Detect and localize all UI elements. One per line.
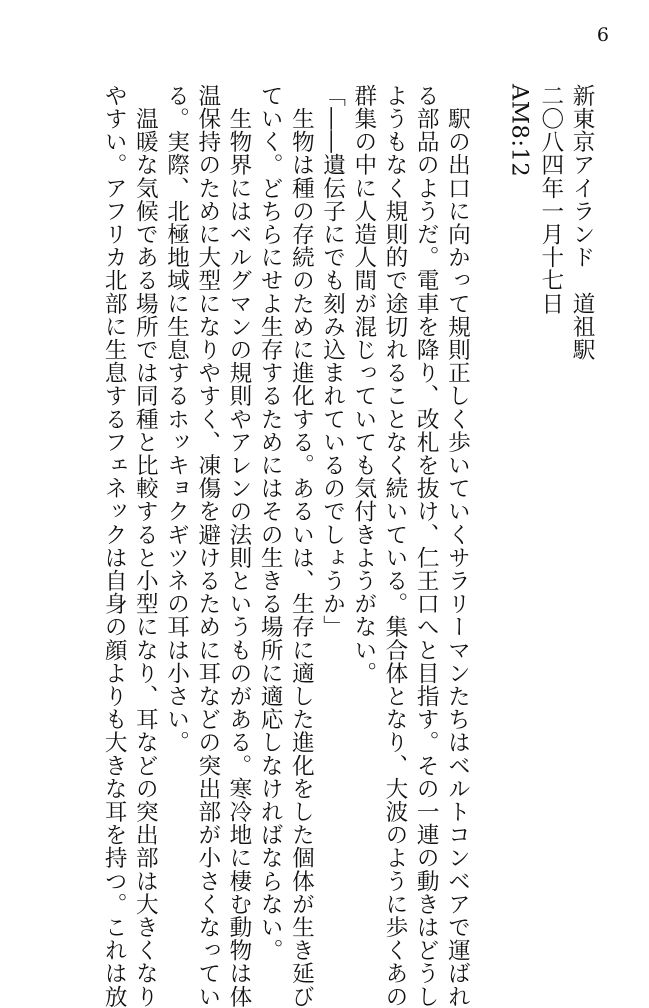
text-line: る。実際、北極地域に生息するホッキョクギツネの耳は小さい。 [163, 84, 190, 754]
heading-location: 新東京アイランド 道祖駅 [569, 84, 595, 362]
text-line: 温暖な気候である場所では同種と比較すると小型になり、耳などの突出部は大きくなり [132, 84, 159, 1008]
text-line: 群集の中に人造人間が混じっていても気付きようがない。 [350, 84, 377, 685]
section-gap [472, 84, 503, 844]
vertical-text-body [98, 84, 597, 1008]
heading-time: AM8:12 [506, 84, 533, 178]
text-line: る部品のようだ。電車を降り、改札を抜け、仁王口へと目指す。その一連の動きはどうし [413, 84, 440, 1008]
text-line: ようもなく規則的で途切れることなく続いている。集合体となり、大波のように歩くあの [381, 84, 408, 1008]
text-line: 生物は種の存続のために進化する。あるいは、生存に適した進化をした個体が生き延び [288, 84, 315, 1008]
text-line: 駅の出口に向かって規則正しく歩いていくサラリーマンたちはベルトコンベアで運ばれ [444, 84, 471, 1008]
dialogue-line: 「――遺伝子にでも刻み込まれているのでしょうか」 [319, 84, 346, 639]
page-number: 6 [596, 24, 609, 46]
heading-date: 二〇八四年一月十七日 [537, 84, 564, 315]
text-line: やすい。アフリカ北部に生息するフェネックは自身の顔よりも大きな耳を持つ。これは放 [101, 84, 128, 1008]
text-line: 温保持のために大型になりやすく、凍傷を避けるために耳などの突出部が小さくなってい [194, 84, 221, 1008]
text-line: 生物界にはベルグマンの規則やアレンの法則というものがある。寒冷地に棲む動物は体 [225, 84, 252, 1008]
text-line: ていく。どちらにせよ生存するためにはその生きる場所に適応しなければならない。 [257, 84, 284, 962]
